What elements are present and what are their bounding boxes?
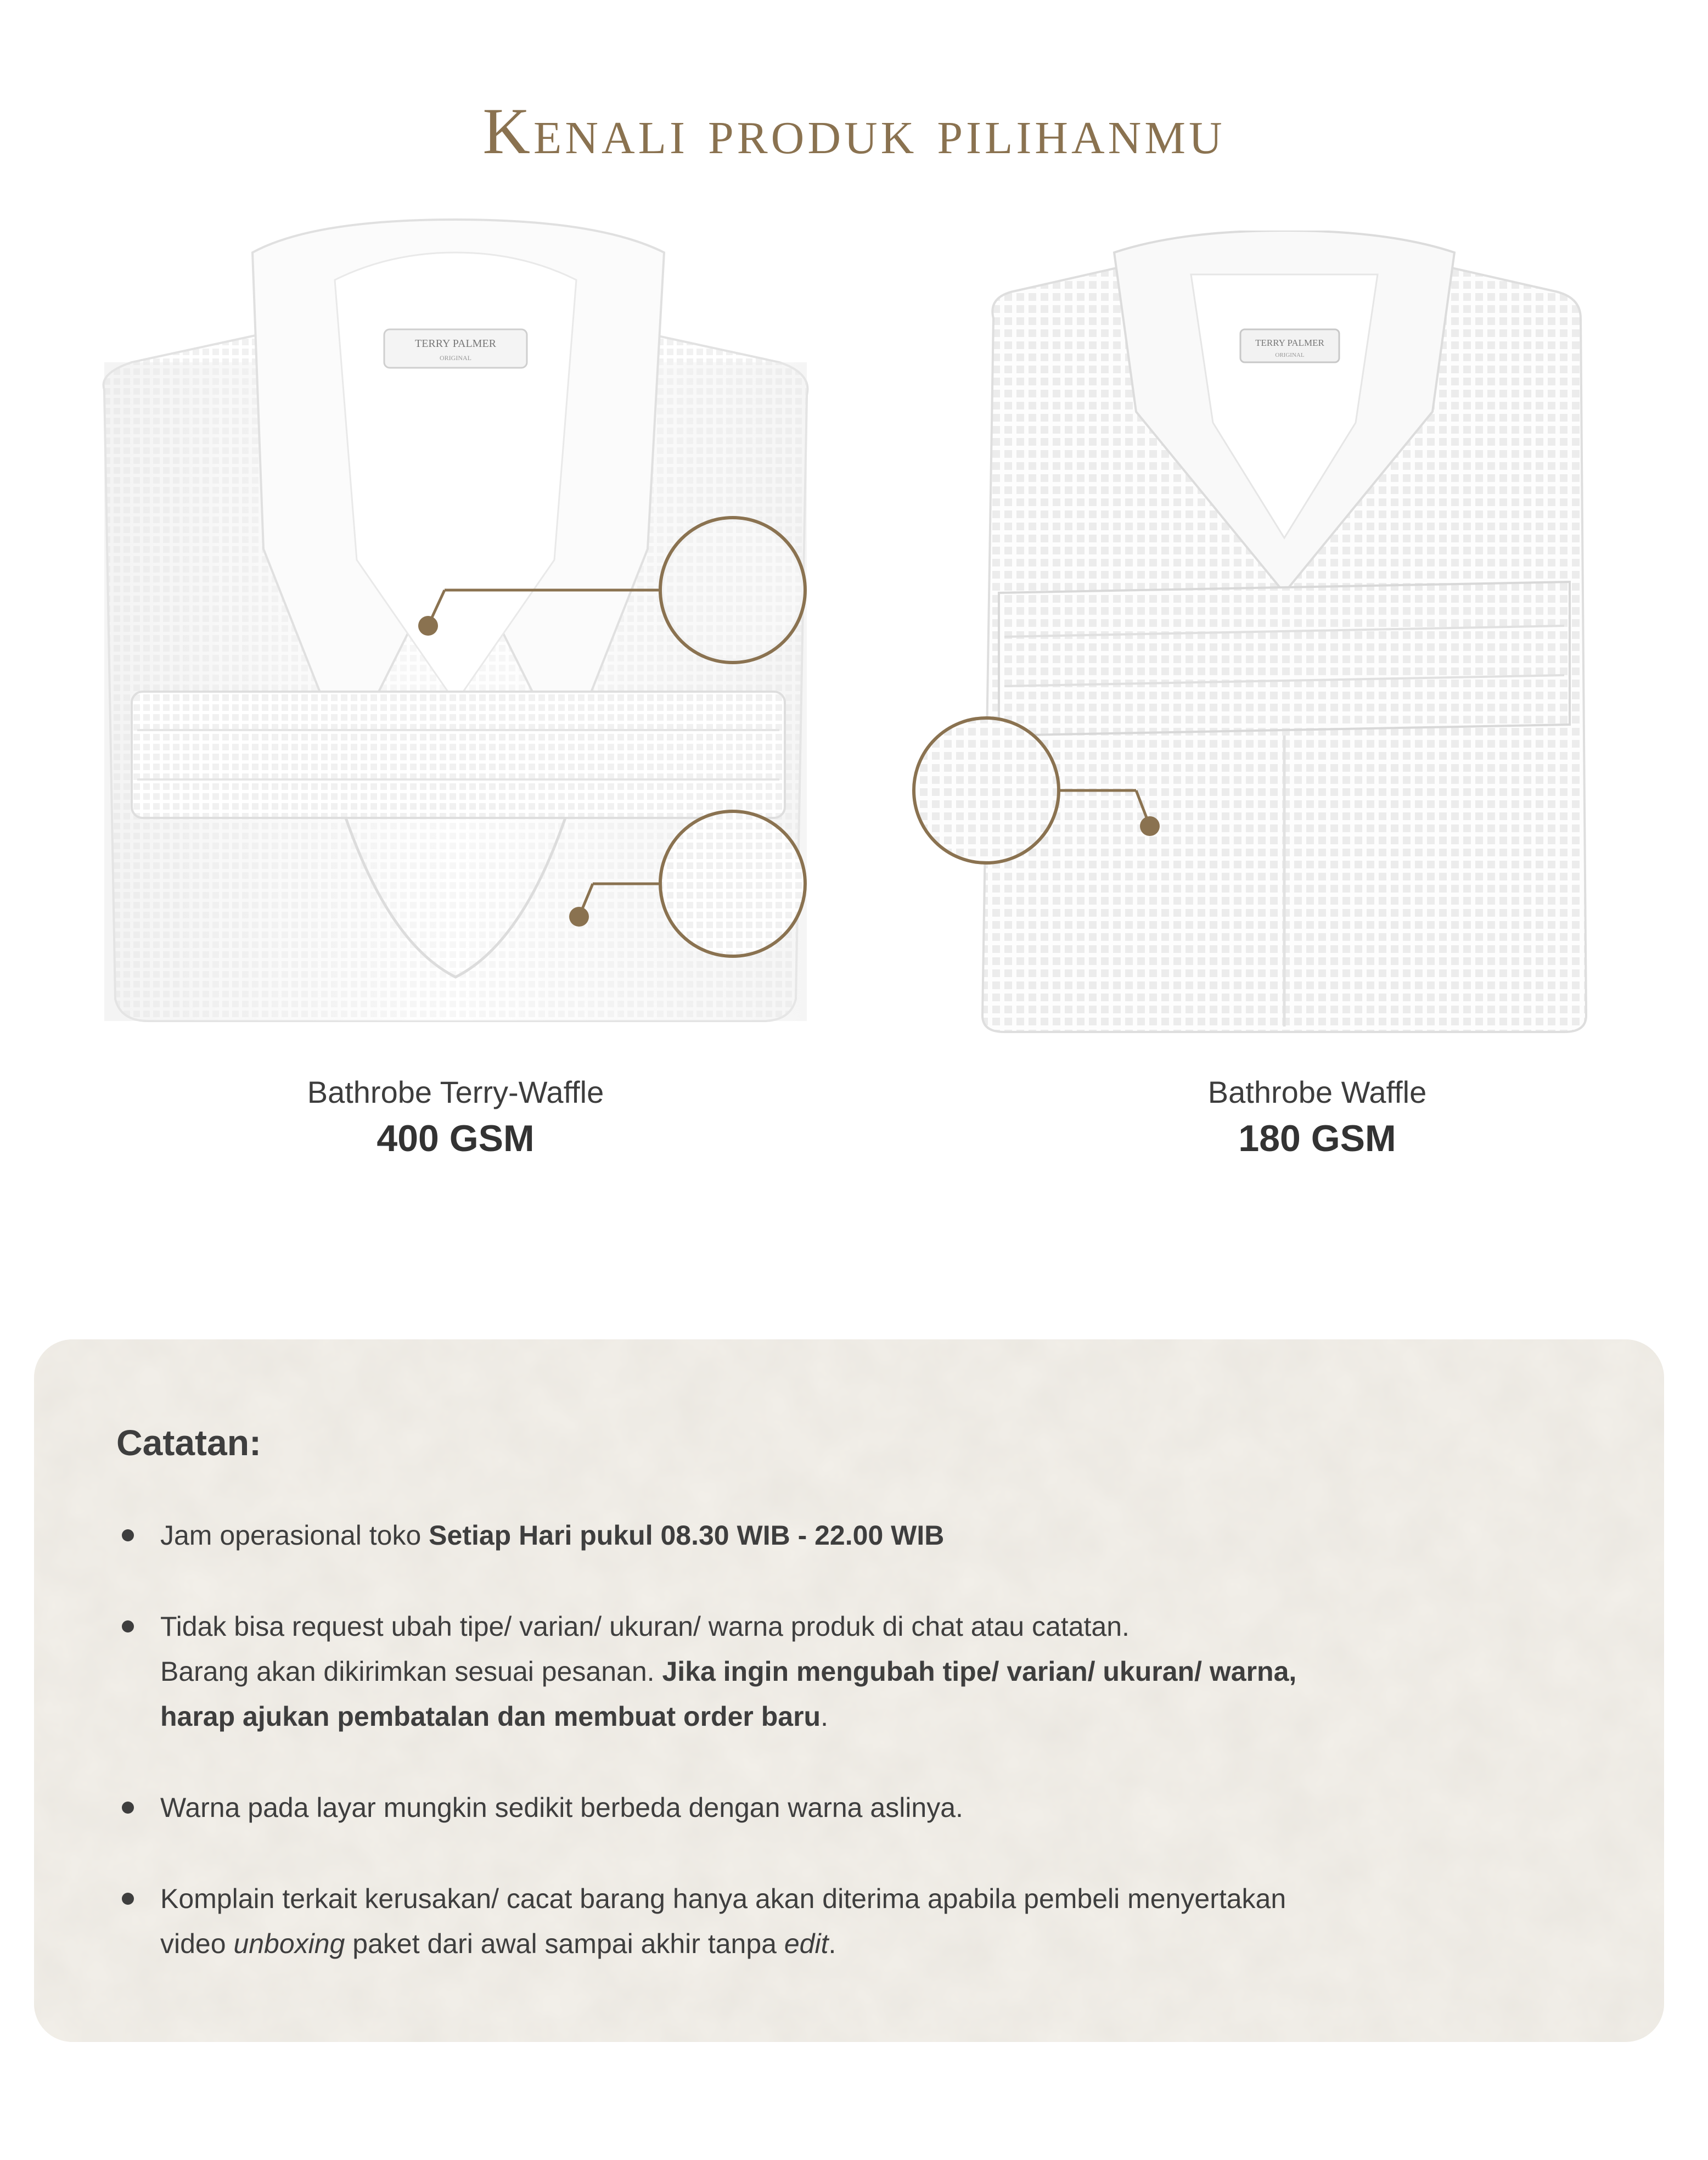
- notes-list: [116, 1513, 1598, 1966]
- product-name: Bathrobe Waffle: [1207, 1075, 1427, 1109]
- note-item: Warna pada layar mungkin sedikit berbeda dengan warna aslinya.: [116, 1785, 1598, 1830]
- product-gsm: 180 GSM: [1238, 1118, 1396, 1159]
- callout-dot: [418, 616, 438, 636]
- svg-text:ORIGINAL: ORIGINAL: [440, 354, 471, 362]
- product-image-waffle: [906, 231, 1663, 1048]
- waffle-texture-zoom: [660, 811, 805, 956]
- callout-dot: [569, 907, 589, 927]
- note-item: Komplain terkait kerusakan/ cacat barang hanya akan diterima apabila pembeli menyertakan video unboxing paket dari awal sampai akhir tanpa edit.: [116, 1876, 1598, 1966]
- svg-text:ORIGINAL: ORIGINAL: [1275, 352, 1305, 358]
- product-name: Bathrobe Terry-Waffle: [307, 1075, 604, 1109]
- brand-label: TERRY PALMER: [415, 338, 496, 350]
- note-item: Tidak bisa request ubah tipe/ varian/ ukuran/ warna produk di chat atau catatan. Barang akan dikirimkan sesuai pesanan. Jika ingin mengubah tipe/ varian/ ukuran/ warna, harap ajukan pembatalan dan membuat order baru.: [116, 1604, 1598, 1739]
- product-caption-terry-waffle: [181, 1070, 730, 1163]
- notes-panel: [34, 1339, 1664, 2042]
- notes-heading: Catatan:: [116, 1422, 262, 1463]
- product-gsm: 400 GSM: [377, 1118, 535, 1159]
- note-item: Jam operasional toko Setiap Hari pukul 08.30 WIB - 22.00 WIB: [116, 1513, 1598, 1558]
- brand-label: TERRY PALMER: [1255, 338, 1324, 348]
- product-image-terry-waffle: [82, 209, 829, 1043]
- page-title: Kenali produk pilihanmu: [482, 94, 1226, 168]
- waffle-texture-zoom: [914, 718, 1059, 863]
- callout-dot: [1140, 816, 1160, 836]
- product-caption-waffle: [1043, 1070, 1592, 1163]
